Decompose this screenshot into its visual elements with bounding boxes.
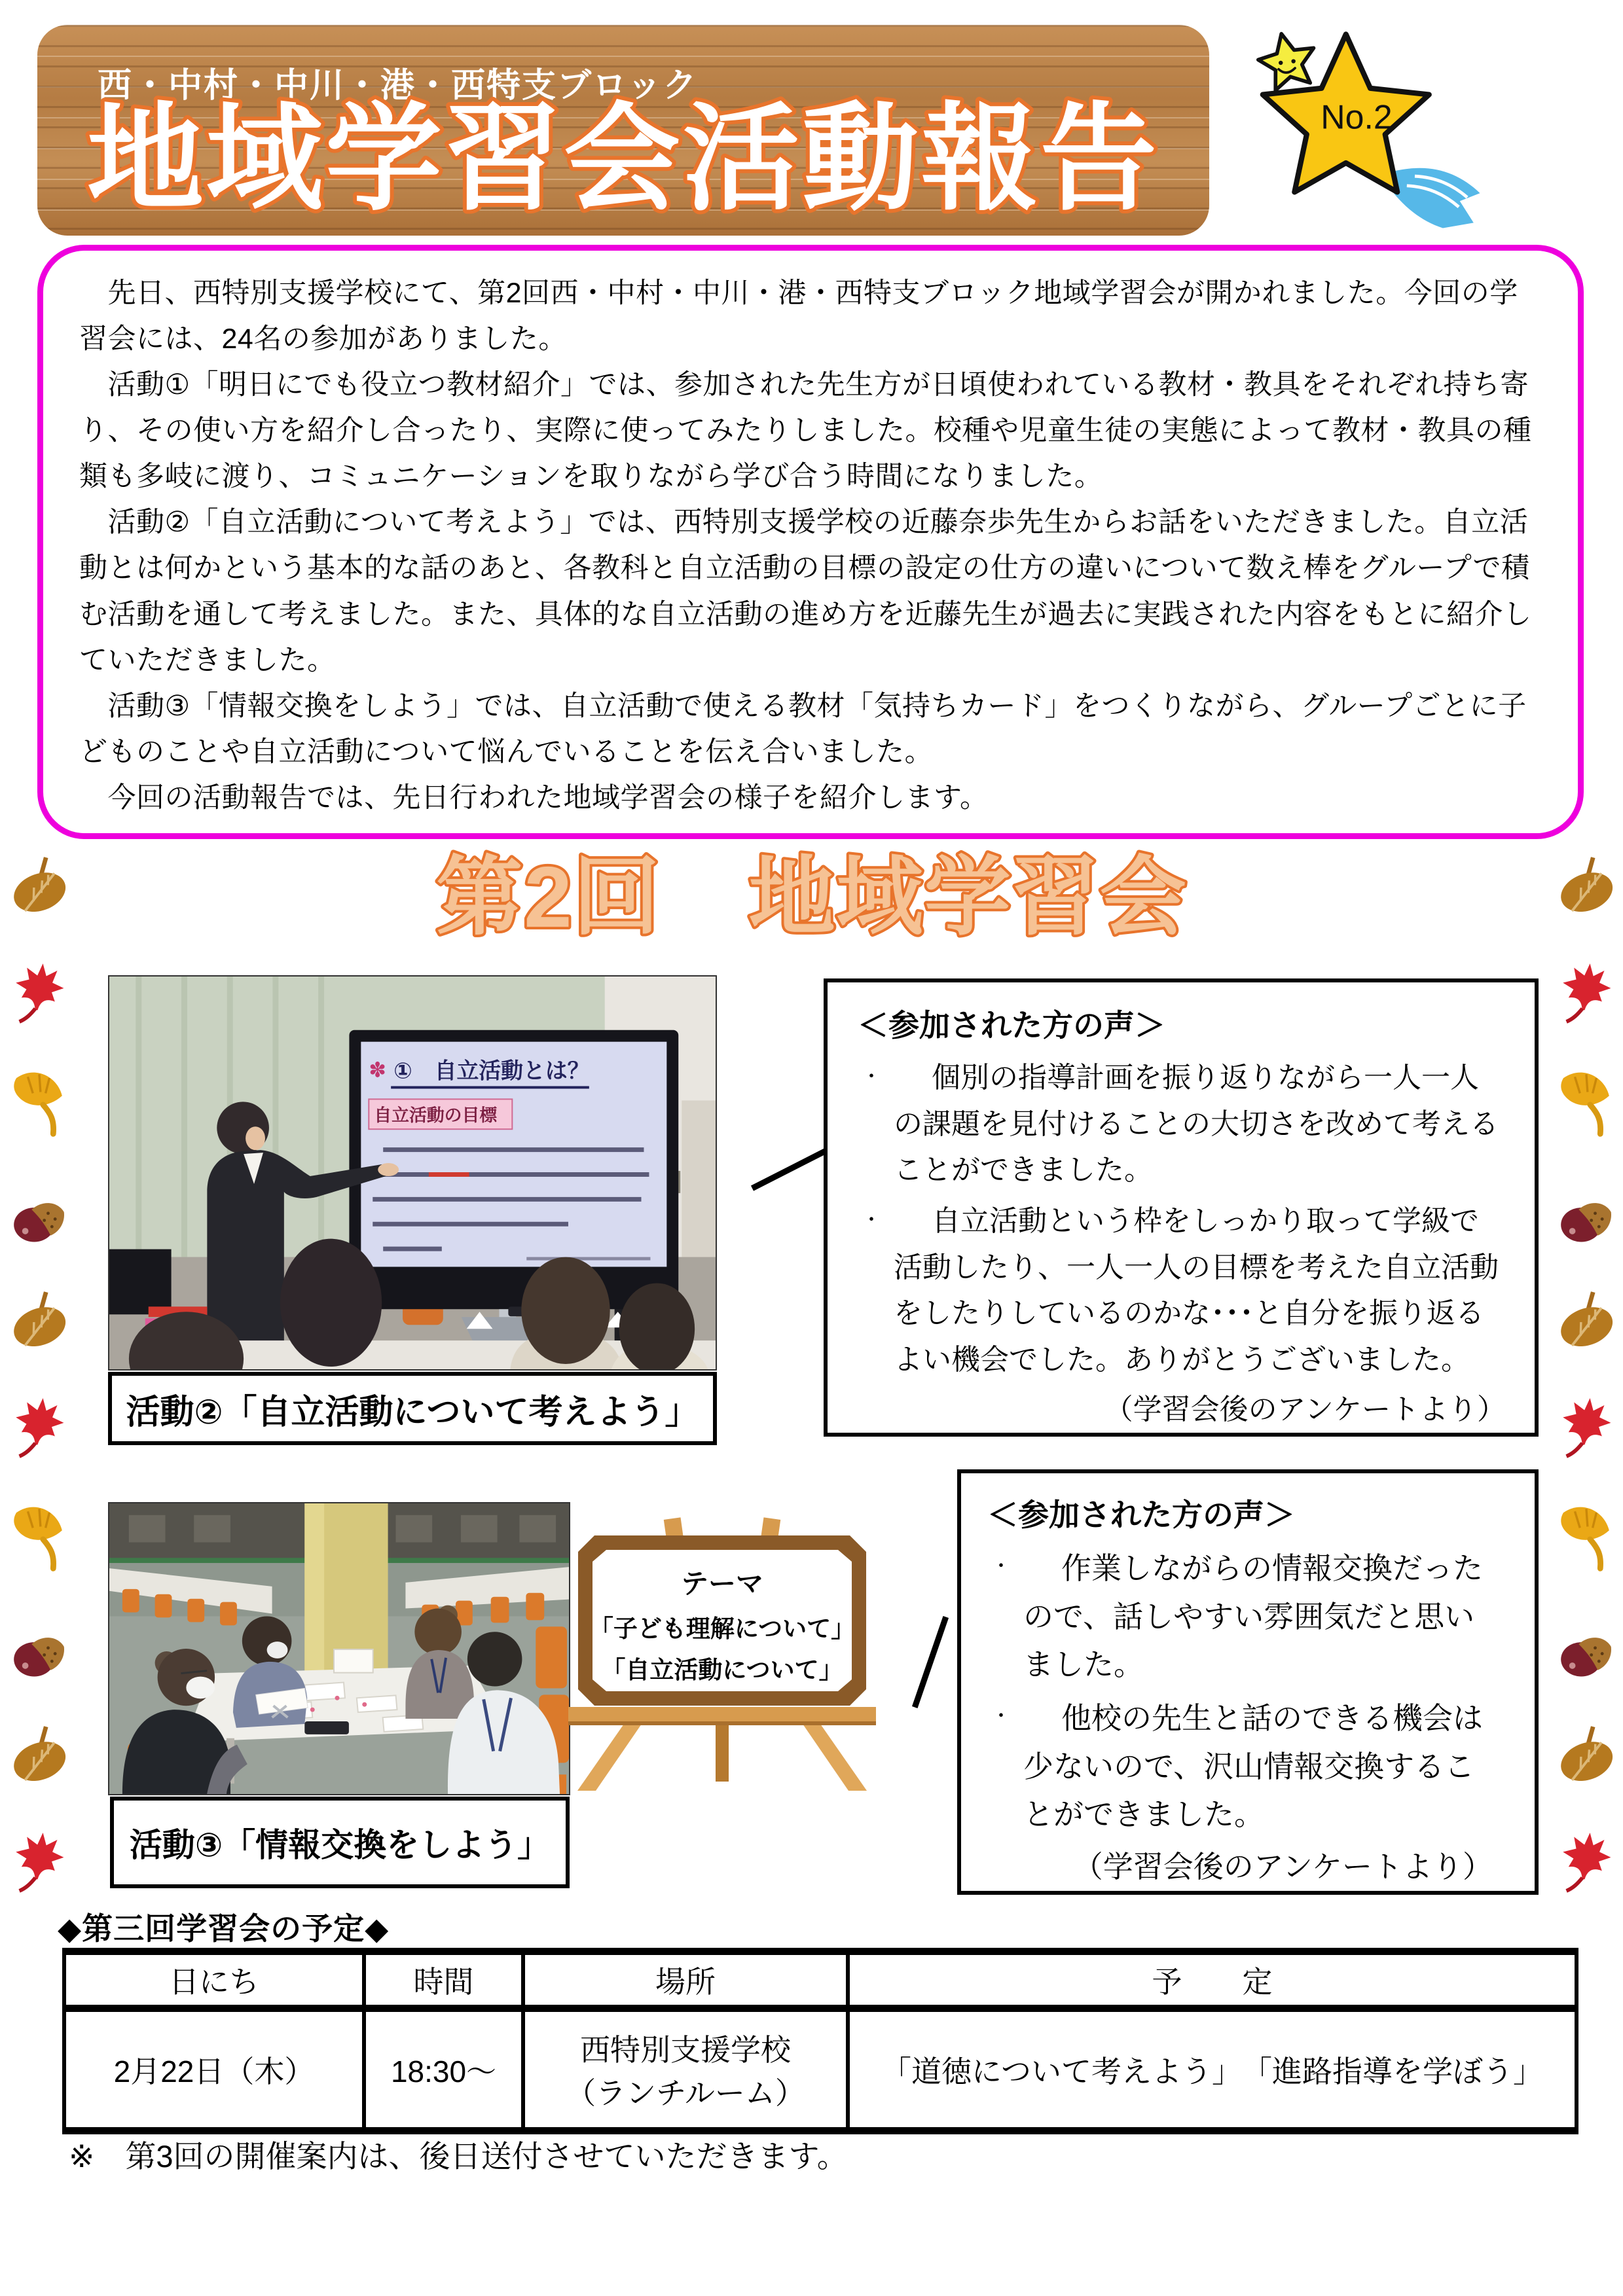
header-banner — [37, 25, 1209, 236]
intro-box — [37, 245, 1584, 839]
aki-leaf-icon — [1552, 843, 1618, 925]
maple-leaf-icon — [5, 1386, 71, 1469]
issue-number: No.2 — [1321, 98, 1393, 136]
maple-leaf-icon — [5, 1821, 71, 1903]
bullet-marker: ・ — [991, 1556, 1011, 1578]
voice-text: 作業しながらの情報交換だったので、話しやすい雰囲気だと思いました。 — [1023, 1551, 1483, 1682]
intro-paragraph: 活動②「自立活動について考えよう」では、西特別支援学校の近藤奈歩先生からお話をいただきました。自立活動とは何かという基本的な話のあと、各教科と自立活動の目標の設定の仕方の違いについて数え棒をグループで積む活動を通して考えました。また、具体的な自立活動の進め方を近藤先生が過去に実践された内容をもとに紹介していただきました。 — [79, 507, 1532, 676]
newsletter-title-text: 地域学習会活動報告 — [87, 94, 1159, 224]
ginkgo-leaf-icon — [5, 1060, 71, 1143]
activity3-photo — [108, 1502, 570, 1795]
connector-line — [751, 1147, 828, 1191]
slide-heading: 自立活動の目標 — [374, 1105, 498, 1126]
voices-source: （学習会後のアンケートより） — [1072, 1849, 1493, 1884]
header-plan: 予 定 — [850, 1955, 1575, 2012]
newsletter-title — [37, 76, 1209, 236]
cell-plan: 「道徳について考えよう」 「進路指導を学ぼう」 — [881, 2054, 1544, 2089]
header-place: 場所 — [525, 1955, 850, 2012]
theme-title: テーマ — [680, 1568, 764, 1599]
voice-text: 個別の指導計画を振り返りながら一人一人の課題を見付けることの大切さを改めて考えることができました。 — [894, 1062, 1499, 1186]
activity3-caption — [110, 1797, 570, 1888]
activity2-caption — [108, 1372, 717, 1445]
intro-paragraph: 今回の活動報告では、先日行われた地域学習会の様子を紹介します。 — [79, 781, 989, 814]
voice-bullet — [858, 1055, 1506, 1193]
maple-leaf-icon — [1552, 1386, 1618, 1469]
aki-leaf-icon — [5, 1712, 71, 1795]
schedule-note: ※ 第3回の開催案内は、後日送付させていただきます。 — [69, 2139, 848, 2174]
easel-icon — [568, 1517, 876, 1791]
activity2-caption-text: 活動②「自立活動について考えよう」 — [126, 1393, 699, 1431]
table-header-row — [66, 1955, 1575, 2012]
place-line: （ランチルーム） — [566, 2076, 805, 2110]
chestnut-icon — [5, 1169, 71, 1251]
cell-date: 2月22日（木） — [66, 2012, 366, 2127]
intro-paragraph: 活動③「情報交換をしよう」では、自立活動で使える教材「気持ちカード」をつくりながら、グループごとに子どものことや自立活動について悩んでいることを伝え合いました。 — [79, 690, 1527, 768]
header-date: 日にち — [66, 1955, 366, 2012]
theme-board — [568, 1516, 876, 1791]
chestnut-icon — [5, 1604, 71, 1686]
voice-text: 自立活動という枠をしっかり取って学級で活動したり、一人一人の目標を考えた自立活動をしたりしているのかな･･･と自分を振り返るよい機会でした。ありがとうございました。 — [894, 1205, 1499, 1376]
table-row — [66, 2012, 1575, 2127]
intro-paragraph: 活動①「明日にでも役立つ教材紹介」では、参加された先生方が日頃使われている教材・教具をそれぞれ持ち寄り、その使い方を紹介し合ったり、実際に使ってみたりしました。校種や児童生徒の実態によって教材・教具の種類も多岐に渡り、コミュニケーションを取りながら学び合う時間になりました。 — [79, 369, 1532, 493]
voice-bullet — [987, 1545, 1493, 1689]
place-line: 西特別支援学校 — [580, 2033, 791, 2067]
cell-place — [525, 2012, 850, 2127]
schedule-heading: ◆第三回学習会の予定◆ — [58, 1911, 390, 1946]
voice-bullet — [858, 1198, 1506, 1383]
block-label: 西・中村・中川・港・西特支ブロック — [98, 67, 698, 105]
voices-source: （学習会後のアンケートより） — [1104, 1393, 1506, 1426]
header-time: 時間 — [366, 1955, 525, 2012]
mini-star-icon — [1254, 27, 1321, 92]
aki-leaf-icon — [1552, 1712, 1618, 1795]
leaf-border-left — [4, 843, 72, 1903]
slide-flower-icon: ✽ — [369, 1058, 386, 1082]
voice-text: 他校の先生と話のできる機会は少ないので、沢山情報交換することができました。 — [1023, 1700, 1483, 1832]
chestnut-icon — [1552, 1604, 1618, 1686]
theme-line: 「自立活動について」 — [601, 1657, 843, 1683]
maple-leaf-icon — [1552, 952, 1618, 1034]
issue-star-badge — [1218, 18, 1501, 246]
voices-heading: ＜参加された方の声＞ — [858, 1008, 1165, 1043]
connector-line — [912, 1616, 949, 1708]
schedule-table — [62, 1948, 1578, 2134]
ginkgo-leaf-icon — [5, 1495, 71, 1577]
bullet-marker: ・ — [991, 1705, 1011, 1727]
ginkgo-leaf-icon — [1552, 1495, 1618, 1577]
activity3-caption-text: 活動③「情報交換をしよう」 — [129, 1827, 551, 1863]
bullet-marker: ・ — [862, 1210, 881, 1232]
voices-heading: ＜参加された方の声＞ — [987, 1498, 1295, 1532]
cell-time: 18:30～ — [366, 2012, 525, 2127]
ribbon-icon — [1387, 168, 1480, 228]
maple-leaf-icon — [5, 952, 71, 1034]
activity2-photo — [108, 975, 717, 1371]
ginkgo-leaf-icon — [1552, 1060, 1618, 1143]
theme-line: 「子ども理解について」 — [589, 1615, 856, 1642]
aki-leaf-icon — [1552, 1278, 1618, 1360]
leaf-border-right — [1551, 843, 1619, 1903]
intro-paragraph: 先日、西特別支援学校にて、第2回西・中村・中川・港・西特支ブロック地域学習会が開かれました。今回の学習会には、24名の参加がありました。 — [79, 278, 1518, 355]
maple-leaf-icon — [1552, 1821, 1618, 1903]
bullet-marker: ・ — [862, 1066, 881, 1088]
chestnut-icon — [1552, 1169, 1618, 1251]
aki-leaf-icon — [5, 843, 71, 925]
activity3-voices-box — [957, 1469, 1539, 1895]
aki-leaf-icon — [5, 1278, 71, 1360]
voice-bullet — [987, 1695, 1493, 1839]
slide-title: ① 自立活動とは？ — [393, 1058, 590, 1084]
section-title-text: 第2回 地域学習会 — [436, 849, 1188, 945]
activity2-voices-box — [824, 978, 1539, 1437]
section-title — [393, 836, 1231, 954]
